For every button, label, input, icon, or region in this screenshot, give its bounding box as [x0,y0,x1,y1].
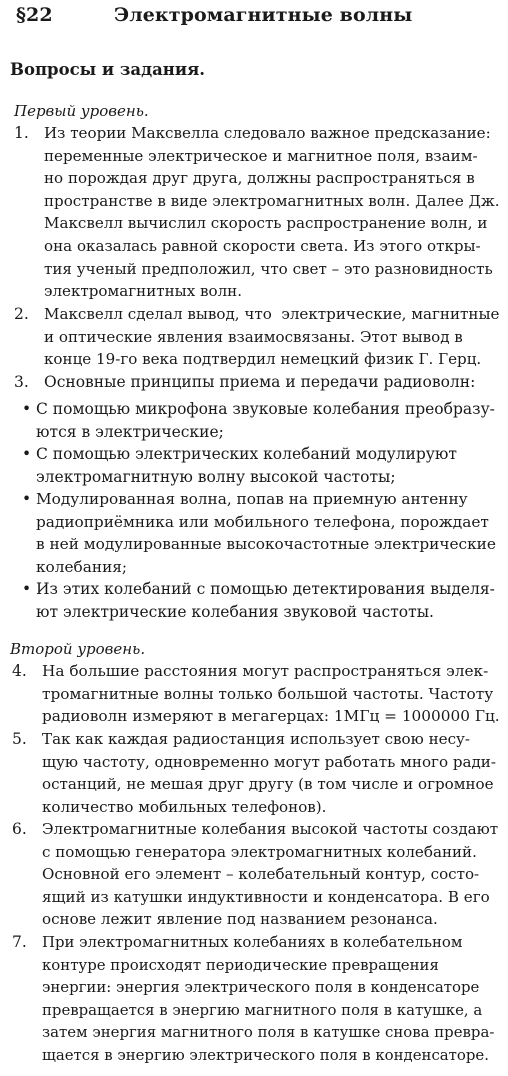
answer-text: При электромагнитных колебаниях в колебательном контуре происходят периодические превращения энергии: энергия электрического поля в конденсаторе превращается в энергию магнитного поля в катушке, а затем энергия магнитного поля в катушке снова превра- щается в энергию электрического поля в конденсаторе. [42,933,495,1064]
chapter-title: Электромагнитные волны [114,4,413,26]
answer-number: 1. [14,124,29,142]
questions-heading: Вопросы и задания. [10,60,206,79]
level-two-label: Второй уровень. [10,640,146,658]
section-number: §22 [16,4,53,26]
bullet-text: Модулированная волна, попав на приемную антенну радиоприёмника или мобильного телефона, порождает в ней модулированные высокочастотные электрические колебания; [36,490,496,576]
answer-number: 3. [14,373,29,391]
answer-number: 7. [12,933,27,951]
level-one-label: Первый уровень. [14,102,149,120]
answer-text: На большие расстояния могут распространяться элек- тромагнитные волны только большой частоты. Частоту радиоволн измеряют в мегагерцах: 1МГц = 1000000 Гц. [42,662,500,726]
bullet-icon: • [22,400,32,418]
bullet-text: Из этих колебаний с помощью детектирования выделя- ют электрические колебания звуковой частоты. [36,580,495,621]
bullet-text: С помощью электрических колебаний модулируют электромагнитную волну высокой частоты; [36,445,457,486]
bullet-icon: • [22,580,32,598]
answer-number: 6. [12,820,27,838]
answer-text: Так как каждая радиостанция использует свою несу- щую частоту, одновременно могут работать много ради- останций, не мешая друг другу (в том числе и огромное количество мобильных телефонов). [42,730,496,816]
answer-text: Электромагнитные колебания высокой частоты создают с помощью генератора электромагнитных колебаний. Основной его элемент – колебательный контур, состо- ящий из катушки индуктивности и конденсатора. В его основе лежит явление под названием резонанса. [42,820,499,929]
bullet-text: С помощью микрофона звуковые колебания преобразу- ются в электрические; [36,400,495,441]
answer-number: 5. [12,730,27,748]
answer-text: Основные принципы приема и передачи радиоволн: [44,373,476,391]
answer-text: Максвелл сделал вывод, что электрические, магнитные и оптические явления взаимосвязаны. Этот вывод в конце 19-го века подтвердил немецкий физик Г. Герц. [44,305,500,369]
bullet-icon: • [22,490,32,508]
page-header [16,4,412,26]
answer-number: 2. [14,305,29,323]
answer-number: 4. [12,662,27,680]
answer-text: Из теории Максвелла следовало важное предсказание: переменные электрическое и магнитное поля, взаим- но порождая друг друга, должны распространяться в пространстве в виде электромагнитных волн. Далее Дж. Максвелл вычислил скорость распространение волн, и она оказалась равной скорости света. Из этого откры- тия ученый предположил, что свет – это разновидность электромагнитных волн. [44,124,500,301]
bullet-icon: • [22,445,32,463]
